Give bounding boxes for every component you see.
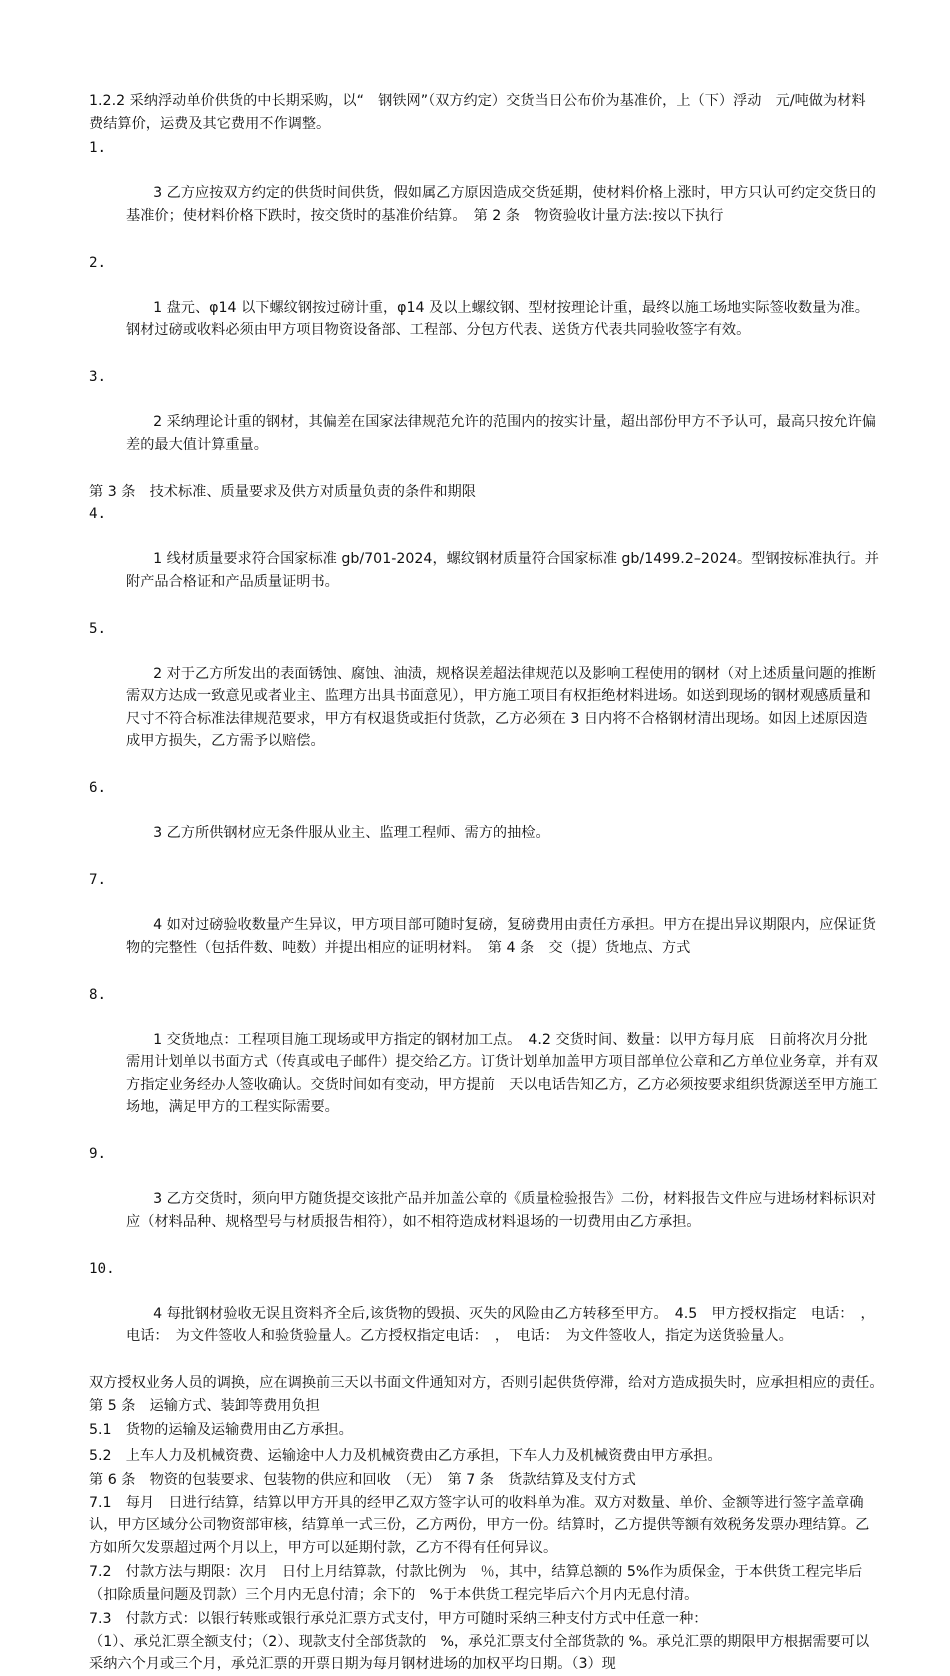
clause-1-2-2: 1.2.2 采纳浮动单价供货的中长期采购，以“ 钢铁网”（双方约定）交货当日公布价为基准价，上（下）浮动 元/吨做为材料费结算价，运费及其它费用不作调整。: [89, 93, 866, 132]
list-text: 4 如对过磅验收数量产生异议，甲方项目部可随时复磅，复磅费用由责任方承担。甲方在提出异议期限内，应保证货物的完整性（包括件数、吨数）并提出相应的证明材料。 第 4 条 交（提）货地点、方式: [126, 917, 876, 956]
clause-7-1: 7.1 每月 日进行结算，结算以甲方开具的经甲乙双方签字认可的收料单为准。双方对数量、单价、金额等进行签字盖章确认，甲方区域分公司物资部审核，结算单一式三份，乙方两份，甲方一份。结算时，乙方提供等额有效税务发票办理结算。乙方如所欠发票超过两个月以上，甲方可以延期付款，乙方不得有任何异议。: [89, 1494, 870, 1556]
list-number: 7.: [89, 872, 107, 888]
clause-7-3-options: （1）、承兑汇票全额支付；（2）、现款支付全部货款的 %，承兑汇票支付全部货款的 %。承兑汇票的期限甲方根据需要可以采纳六个月或三个月，承兑汇票的开票日期为每月钢材进场的加权平均日期。（3）现: [89, 1633, 870, 1672]
clause-5-2: 5.2 上车人力及机械资费、运输途中人力及机械资费由乙方承担，下车人力及机械资费由甲方承担。: [89, 1447, 722, 1464]
clause-7-3: 7.3 付款方式：以银行转账或银行承兑汇票方式支付，甲方可随时采纳三种支付方式中任意一种：: [89, 1611, 708, 1627]
list-text: 1 盘元、φ14 以下螺纹钢按过磅计重，φ14 及以上螺纹钢、型材按理论计重，最终以施工场地实际签收数量为准。钢材过磅或收料必须由甲方项目物资设备部、工程部、分包方代表、送货方代表共同验收签字有效。: [126, 299, 869, 338]
list-item: [89, 984, 879, 1142]
list-number: 8.: [89, 986, 107, 1003]
list-text: 3 乙方所供钢材应无条件服从业主、监理工程师、需方的抽检。: [153, 825, 550, 841]
list-number: 6.: [89, 780, 107, 796]
list-item: [89, 1258, 879, 1371]
list-number: 9.: [89, 1146, 107, 1162]
list-number: 5.: [89, 620, 107, 637]
list-item: [89, 503, 879, 616]
article-6-7-heading: 第 6 条 物资的包装要求、包装物的供应和回收 （无） 第 7 条 货款结算及支付方式: [89, 1472, 636, 1488]
list-text: 1 交货地点：工程项目施工现场或甲方指定的钢材加工点。 4.2 交货时间、数量：以甲方每月底 日前将次月分批需用计划单以书面方式（传真或电子邮件）提交给乙方。订货计划单加盖甲方项目部单位公章和乙方单位业务章，并有双方指定业务经办人签收确认。交货时间如有变动，甲方提前 天以电话告知乙方，乙方必须按要求组织货源送至甲方施工场地，满足甲方的工程实际需要。: [126, 1031, 878, 1115]
list-number: 1.: [89, 140, 107, 156]
list-item: [89, 252, 879, 365]
list-text: 3 乙方交货时，须向甲方随货提交该批产品并加盖公章的《质量检验报告》二份，材料报告文件应与进场材料标识对应（材料品种、规格型号与材质报告相符），如不相符造成材料退场的一切费用由乙方承担。: [126, 1191, 876, 1230]
list-item: [89, 366, 879, 479]
list-text: 3 乙方应按双方约定的供货时间供货，假如属乙方原因造成交货延期，使材料价格上涨时，甲方只认可约定交货日的基准价；使材料价格下跌时，按交货时的基准价结算。 第 2 条 物资验收计量方法:按以下执行: [126, 185, 876, 224]
list-item: [89, 777, 879, 867]
list-item: [89, 618, 879, 776]
clause-7-2: 7.2 付款方法与期限：次月 日付上月结算款，付款比例为 ％，其中，结算总额的 5%作为质保金，于本供货工程完毕后（扣除质量问题及罚款）三个月内无息付清；余下的 %于本供货工程完毕后六个月内无息付清。: [89, 1564, 863, 1603]
list-text: 2 采纳理论计重的钢材，其偏差在国家法律规范允许的范围内的按实计量，超出部份甲方不予认可，最高只按允许偏差的最大值计算重量。: [126, 414, 876, 453]
authorization-change-paragraph: 双方授权业务人员的调换，应在调换前三天以书面文件通知对方，否则引起供货停滞，给对方造成损失时，应承担相应的责任。 第 5 条 运输方式、装卸等费用负担: [89, 1375, 891, 1414]
list-text: 4 每批钢材验收无误且资料齐全后,该货物的毁损、灭失的风险由乙方转移至甲方。 4.5 甲方授权指定 电话： ，电话： 为文件签收人和验货验量人。乙方授权指定电话： ， 电话： 为文件签收人，指定为送货验量人。: [126, 1305, 875, 1344]
document-body: [89, 90, 891, 1676]
list-item: [89, 1143, 879, 1256]
list-text: 1 线材质量要求符合国家标准 gb/701-2024，螺纹钢材质量符合国家标准 gb/1499.2–2024。型钢按标准执行。并附产品合格证和产品质量证明书。: [126, 551, 879, 590]
list-number: 3.: [89, 369, 107, 385]
list-item: [89, 869, 879, 982]
list-number: 10.: [89, 1260, 115, 1277]
clause-5-1: 5.1 货物的运输及运输费用由乙方承担。: [89, 1422, 353, 1438]
list-text: 2 对于乙方所发出的表面锈蚀、腐蚀、油渍，规格误差超法律规范以及影响工程使用的钢材（对上述质量问题的推断需双方达成一致意见或者业主、监理方出具书面意见），甲方施工项目有权拒绝材料进场。如送到现场的钢材观感质量和尺寸不符合标准法律规范要求，甲方有权退货或拒付货款，乙方必须在 3 日内将不合格钢材清出现场。如因上述原因造成甲方损失，乙方需予以赔偿。: [126, 665, 876, 749]
list-number: 2.: [89, 254, 107, 271]
list-number: 4.: [89, 506, 107, 522]
article-3-heading: 第 3 条 技术标准、质量要求及供方对质量负责的条件和期限: [89, 483, 476, 500]
list-item: [89, 137, 879, 250]
